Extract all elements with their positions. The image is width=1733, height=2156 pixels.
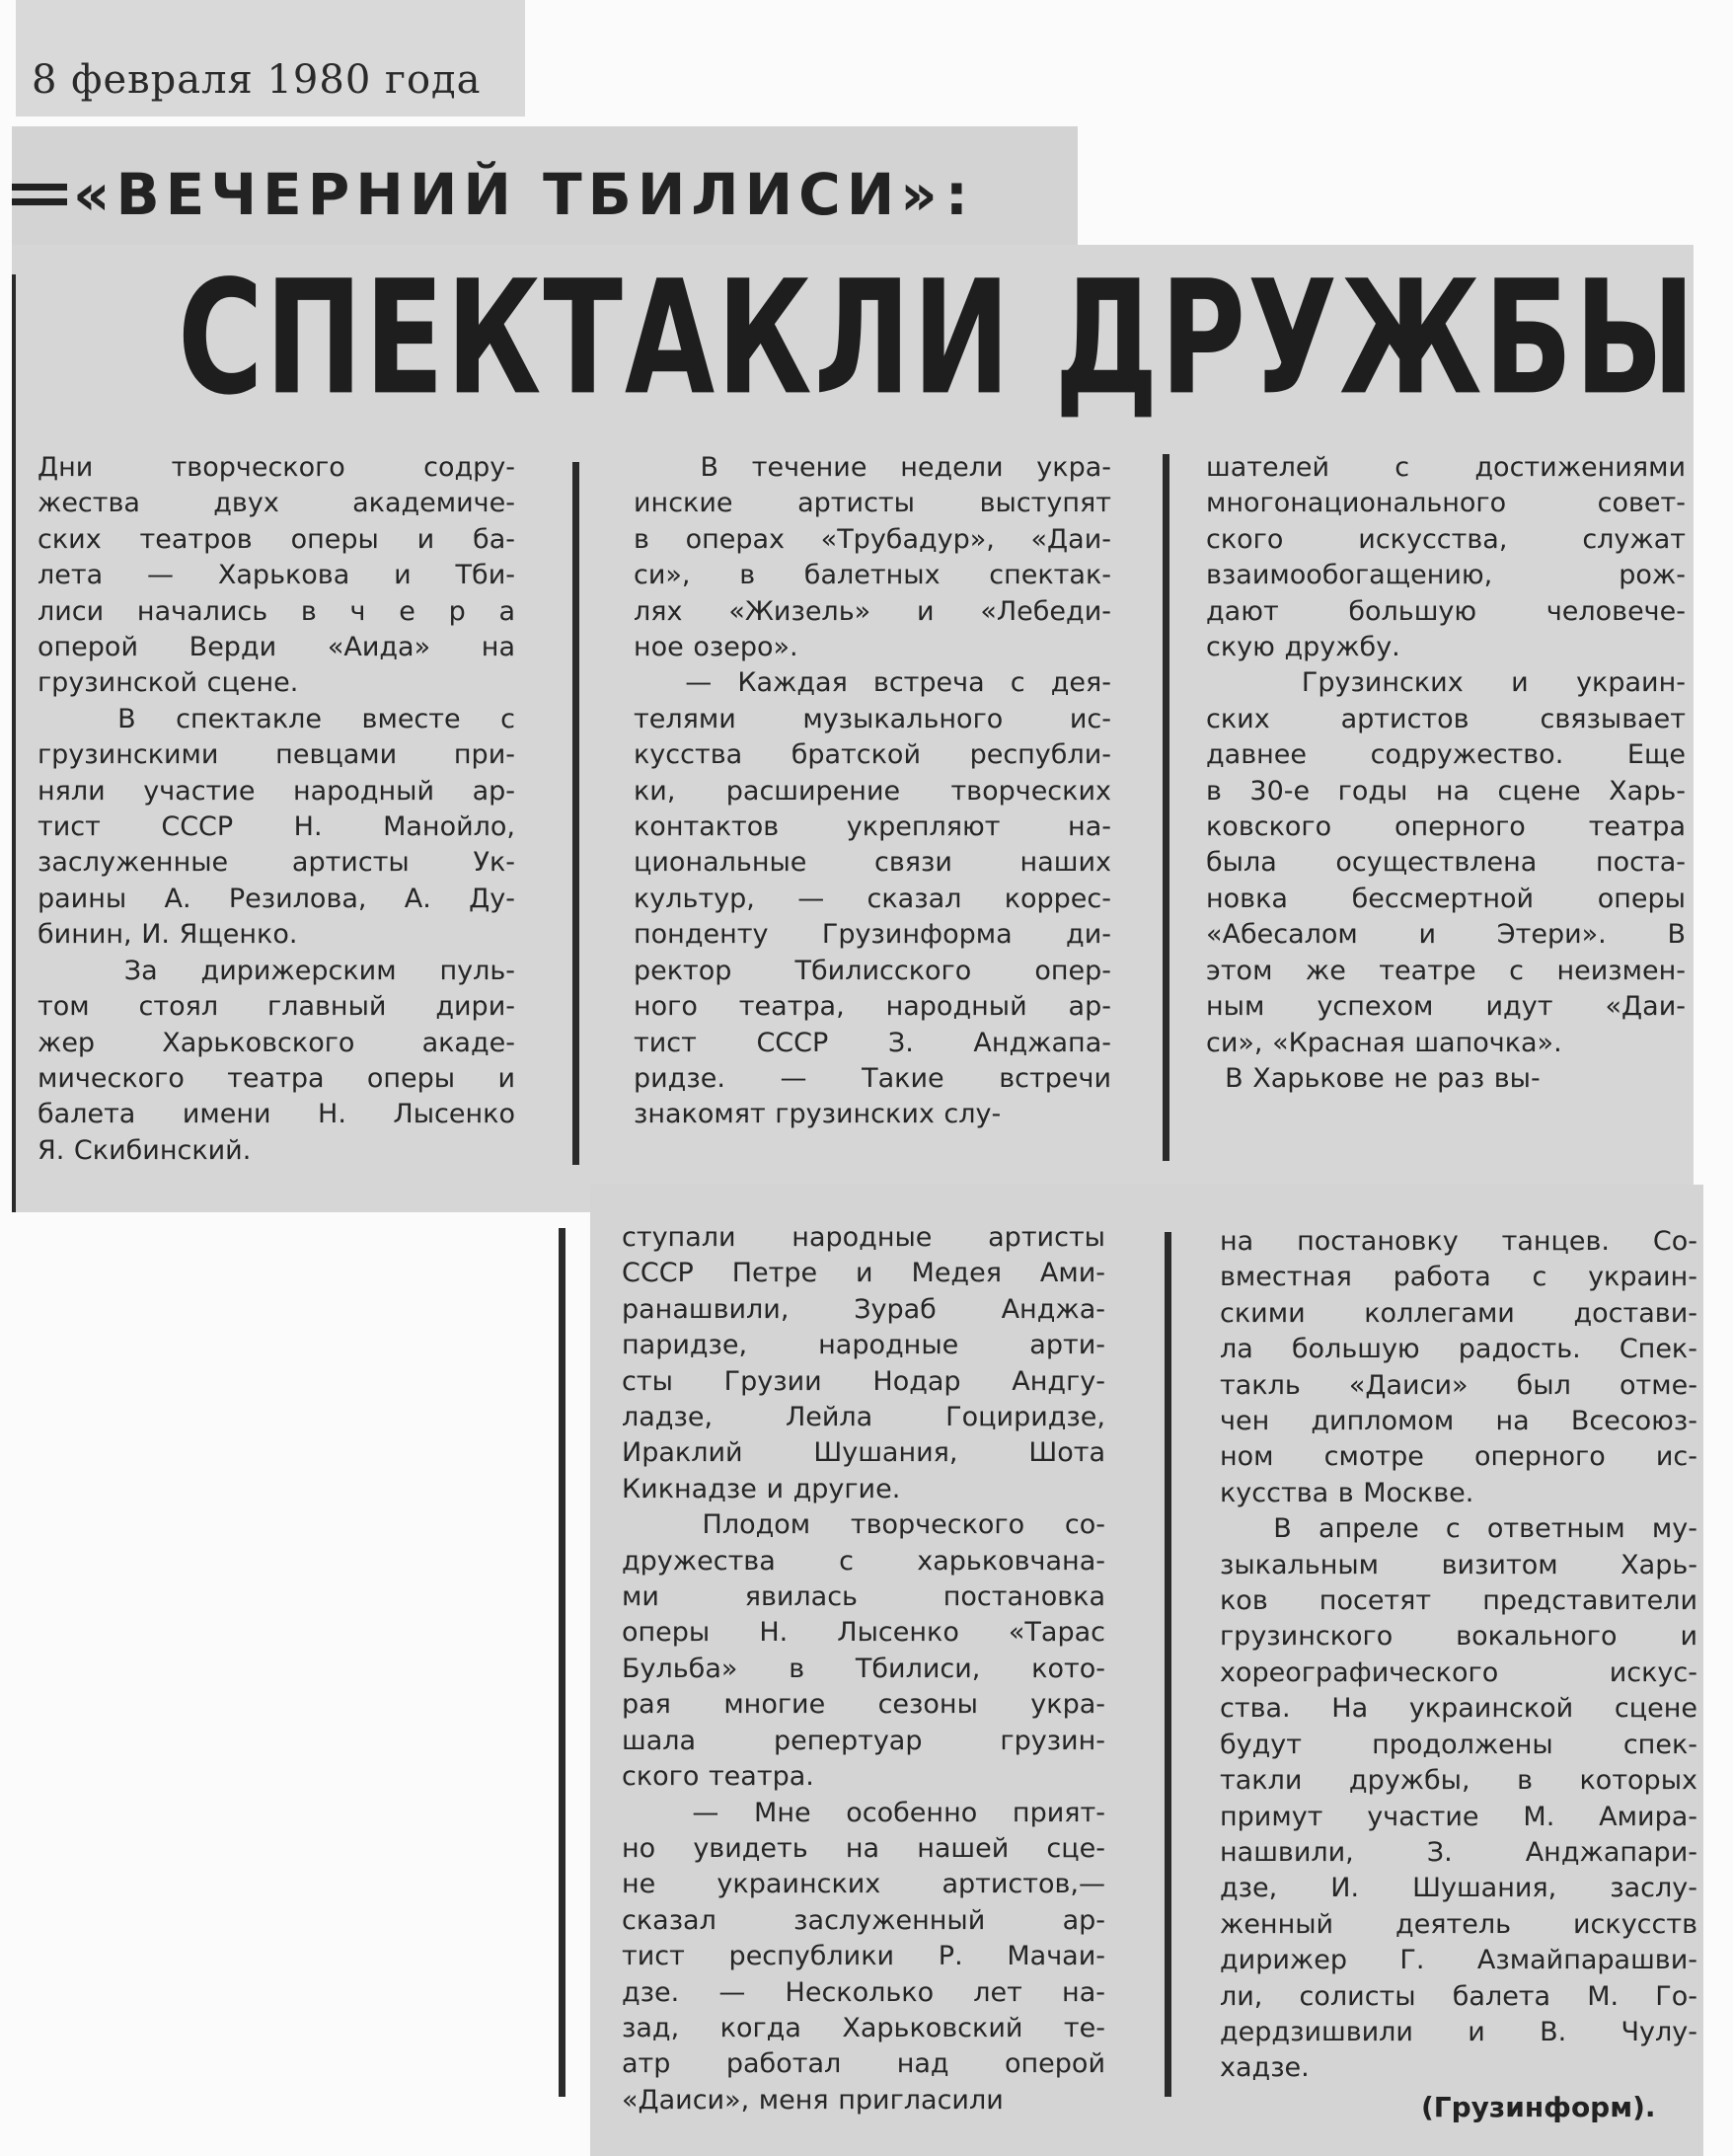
text-line: ков посетят представители bbox=[1220, 1585, 1697, 1617]
text-line: В спектакле вместе с bbox=[38, 703, 515, 734]
text-line: ковского оперного театра bbox=[1206, 811, 1686, 843]
text-line: Плодом творческого со- bbox=[622, 1509, 1105, 1541]
text-line: ского искусства, служат bbox=[1206, 523, 1686, 555]
text-line: дружества с харьковчана- bbox=[622, 1545, 1105, 1577]
text-line: зыкальным визитом Харь- bbox=[1220, 1549, 1697, 1580]
article-column-2 bbox=[634, 450, 1111, 1133]
text-line: культур, — сказал коррес- bbox=[634, 883, 1111, 914]
text-line: но увидеть на нашей сце- bbox=[622, 1832, 1105, 1864]
text-line: чен дипломом на Всесоюз- bbox=[1220, 1406, 1697, 1437]
column-rule-4 bbox=[1165, 1232, 1171, 2097]
text-line: заслуженные артисты Ук- bbox=[38, 847, 515, 879]
text-line: — Каждая встреча с дея- bbox=[634, 667, 1111, 699]
article-headline: СПЕКТАКЛИ ДРУЖБЫ bbox=[178, 245, 1697, 430]
masthead-bars-ornament bbox=[12, 184, 67, 205]
text-line: новка бессмертной оперы bbox=[1206, 883, 1686, 914]
article-column-5 bbox=[1220, 1224, 1697, 2087]
text-line: Дни творческого содру- bbox=[38, 452, 515, 483]
text-line: дзе. — Несколько лет на- bbox=[622, 1976, 1105, 2008]
text-line: была осуществлена поста- bbox=[1206, 847, 1686, 879]
newspaper-masthead bbox=[12, 160, 968, 229]
article-column-3 bbox=[1206, 450, 1686, 1097]
text-line: понденту Грузинформа ди- bbox=[634, 919, 1111, 951]
text-line: оперой Верди «Аида» на bbox=[38, 632, 515, 663]
text-line: тист СССР З. Анджапа- bbox=[634, 1027, 1111, 1058]
text-line: женный деятель искусств bbox=[1220, 1908, 1697, 1940]
text-line: скую дружбу. bbox=[1206, 632, 1400, 663]
text-line: скими коллегами достави- bbox=[1220, 1297, 1697, 1329]
article-column-4 bbox=[622, 1220, 1105, 2118]
text-line: «Даиси», меня пригласили bbox=[622, 2084, 1004, 2116]
text-line: ное озеро». bbox=[634, 632, 798, 663]
text-line: не украинских артистов,— bbox=[622, 1869, 1105, 1900]
text-line: нашвили, З. Анджапари- bbox=[1220, 1836, 1697, 1868]
text-line: инские артисты выступят bbox=[634, 488, 1111, 519]
text-line: ладзе, Лейла Гоциридзе, bbox=[622, 1402, 1105, 1433]
text-line: СССР Петре и Медея Ами- bbox=[622, 1258, 1105, 1289]
text-line: оперы Н. Лысенко «Тарас bbox=[622, 1617, 1105, 1649]
text-line: ступали народные артисты bbox=[622, 1222, 1105, 1253]
text-line: бинин, И. Ященко. bbox=[38, 919, 298, 951]
text-line: грузинской сцене. bbox=[38, 667, 299, 699]
text-line: паридзе, народные арти- bbox=[622, 1330, 1105, 1361]
text-line: рая многие сезоны укра- bbox=[622, 1689, 1105, 1721]
text-line: хореографического искус- bbox=[1220, 1656, 1697, 1688]
text-line: ного театра, народный ар- bbox=[634, 991, 1111, 1023]
column-rule-2 bbox=[1163, 454, 1169, 1161]
text-line: взаимообогащению, рож- bbox=[1206, 560, 1686, 591]
text-line: на постановку танцев. Со- bbox=[1220, 1226, 1697, 1257]
text-line: дердзишвили и В. Чулу- bbox=[1220, 2016, 1697, 2047]
text-line: жества двух академиче- bbox=[38, 488, 515, 519]
text-line: тист республики Р. Мачаи- bbox=[622, 1941, 1105, 1972]
text-line: В течение недели укра- bbox=[634, 452, 1111, 483]
text-line: «Абесалом и Этери». В bbox=[1206, 919, 1686, 951]
text-line: ным успехом идут «Даи- bbox=[1206, 991, 1686, 1023]
text-line: няли участие народный ар- bbox=[38, 775, 515, 807]
text-line: ских театров оперы и ба- bbox=[38, 523, 515, 555]
text-line: си», «Красная шапочка». bbox=[1206, 1027, 1562, 1058]
text-line: сказал заслуженный ар- bbox=[622, 1904, 1105, 1936]
text-line: зад, когда Харьковский те- bbox=[622, 2012, 1105, 2043]
text-line: том стоял главный дири- bbox=[38, 991, 515, 1023]
text-line: Кикнадзе и другие. bbox=[622, 1473, 901, 1504]
text-line: примут участие М. Амира- bbox=[1220, 1801, 1697, 1832]
text-line: ректор Тбилисского опер- bbox=[634, 955, 1111, 986]
text-line: кусства в Москве. bbox=[1220, 1477, 1474, 1508]
text-line: дирижер Г. Азмайпарашви- bbox=[1220, 1945, 1697, 1976]
newspaper-name: «ВЕЧЕРНИЙ ТБИЛИСИ» bbox=[73, 161, 943, 228]
text-line: будут продолжены спек- bbox=[1220, 1729, 1697, 1760]
text-line: в операх «Трубадур», «Даи- bbox=[634, 523, 1111, 555]
text-line: давнее содружество. Еще bbox=[1206, 739, 1686, 771]
text-line: ских артистов связывает bbox=[1206, 703, 1686, 734]
text-line: знакомят грузинских слу- bbox=[634, 1099, 1002, 1130]
text-line: контактов укрепляют на- bbox=[634, 811, 1111, 843]
text-line: вместная работа с украин- bbox=[1220, 1262, 1697, 1293]
text-line: Ираклий Шушания, Шота bbox=[622, 1437, 1105, 1469]
column-rule-1 bbox=[572, 462, 579, 1165]
text-line: лях «Жизель» и «Лебеди- bbox=[634, 595, 1111, 627]
text-line: грузинского вокального и bbox=[1220, 1621, 1697, 1653]
text-line: сты Грузии Нодар Андгу- bbox=[622, 1365, 1105, 1397]
left-border-rule bbox=[12, 274, 16, 1212]
text-line: ли, солисты балета М. Го- bbox=[1220, 1980, 1697, 2012]
masthead-colon: : bbox=[944, 161, 968, 228]
text-line: ства. На украинской сцене bbox=[1220, 1693, 1697, 1725]
text-line: такли дружбы, в которых bbox=[1220, 1765, 1697, 1797]
text-line: В апреле с ответным му- bbox=[1220, 1513, 1697, 1545]
text-line: Я. Скибинский. bbox=[38, 1134, 252, 1166]
publication-date: 8 февраля 1980 года bbox=[32, 57, 482, 103]
text-line: лета — Харькова и Тби- bbox=[38, 560, 515, 591]
text-line: в 30-е годы на сцене Харь- bbox=[1206, 775, 1686, 807]
article-column-1 bbox=[38, 450, 515, 1169]
text-line: мического театра оперы и bbox=[38, 1062, 515, 1094]
text-line: тист СССР Н. Манойло, bbox=[38, 811, 515, 843]
text-line: Бульба» в Тбилиси, кото- bbox=[622, 1653, 1105, 1684]
text-line: шателей с достижениями bbox=[1206, 452, 1686, 483]
text-line: ми явилась постановка bbox=[622, 1581, 1105, 1613]
text-line: такль «Даиси» был отме- bbox=[1220, 1369, 1697, 1401]
text-line: телями музыкального ис- bbox=[634, 703, 1111, 734]
text-line: ном смотре оперного ис- bbox=[1220, 1441, 1697, 1473]
text-line: хадзе. bbox=[1220, 2052, 1310, 2084]
text-line: циональные связи наших bbox=[634, 847, 1111, 879]
text-line: ранашвили, Зураб Анджа- bbox=[622, 1293, 1105, 1325]
text-line: ридзе. — Такие встречи bbox=[634, 1062, 1111, 1094]
text-line: балета имени Н. Лысенко bbox=[38, 1099, 515, 1130]
text-line: В Харькове не раз вы- bbox=[1206, 1062, 1541, 1094]
text-line: раины А. Резилова, А. Ду- bbox=[38, 883, 515, 914]
text-line: ки, расширение творческих bbox=[634, 775, 1111, 807]
text-line: жер Харьковского акаде- bbox=[38, 1027, 515, 1058]
column-rule-3 bbox=[559, 1228, 565, 2097]
text-line: дзе, И. Шушания, заслу- bbox=[1220, 1873, 1697, 1904]
text-line: кусства братской республи- bbox=[634, 739, 1111, 771]
text-line: шала репертуар грузин- bbox=[622, 1725, 1105, 1756]
text-line: Грузинских и украин- bbox=[1206, 667, 1686, 699]
text-line: си», в балетных спектак- bbox=[634, 560, 1111, 591]
text-line: атр работал над оперой bbox=[622, 2048, 1105, 2080]
text-line: дают большую человече- bbox=[1206, 595, 1686, 627]
text-line: лиси начались в ч е р а bbox=[38, 595, 515, 627]
text-line: грузинскими певцами при- bbox=[38, 739, 515, 771]
article-credit: (Грузинформ). bbox=[1421, 2091, 1656, 2123]
text-line: ского театра. bbox=[622, 1761, 814, 1793]
text-line: этом же театре с неизмен- bbox=[1206, 955, 1686, 986]
text-line: За дирижерским пуль- bbox=[38, 955, 515, 986]
text-line: многонационального совет- bbox=[1206, 488, 1686, 519]
text-line: ла большую радость. Спек- bbox=[1220, 1334, 1697, 1365]
text-line: — Мне особенно прият- bbox=[622, 1797, 1105, 1828]
